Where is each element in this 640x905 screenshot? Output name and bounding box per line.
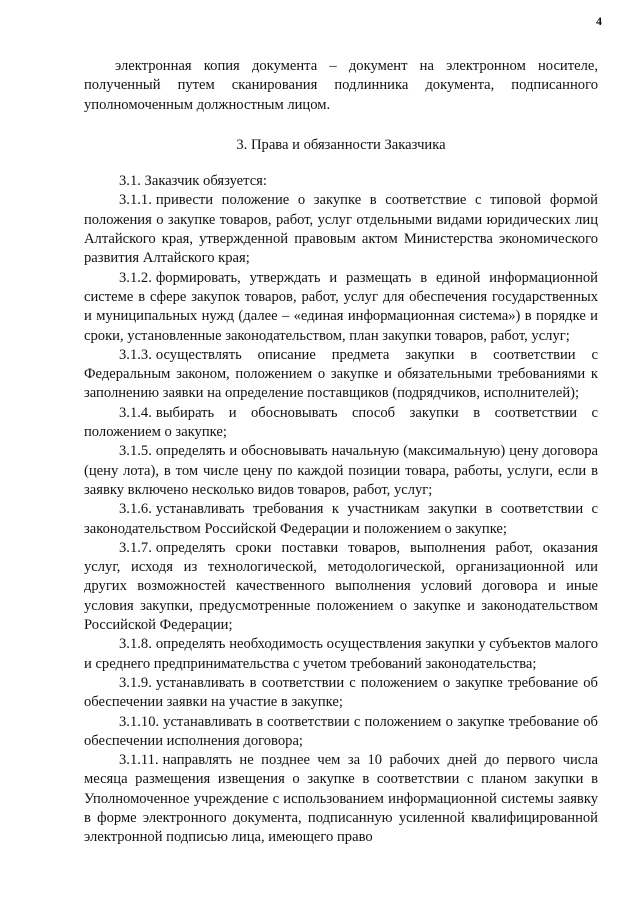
clause	[84, 500, 598, 539]
clause-number: 3.1.4.	[119, 404, 152, 421]
clause	[84, 404, 598, 443]
clause-text: устанавливать в соответствии с положением о закупке требование об обеспечении исполнения договора;	[84, 713, 598, 749]
clause	[84, 191, 598, 268]
clause-text: определять и обосновывать начальную (максимальную) цену договора (цену лота), в том числе цену по каждой позиции товара, работы, услуги, если в заявку включено несколько видов товаров, работ, услуг;	[84, 443, 598, 498]
section-title: 3. Права и обязанности Заказчика	[236, 136, 446, 153]
clause-text: осуществлять описание предмета закупки в соответствии с Федеральным законом, положением о закупке и обязательными требованиями к заполнению заявки на определение поставщиков (подрядчиков, исполнителей);	[84, 346, 598, 402]
clause-text: устанавливать требования к участникам закупки в соответствии с законодательством Российской Федерации и положением о закупке;	[84, 501, 598, 537]
clause-number: 3.1.7.	[119, 539, 152, 556]
intro-paragraph: электронная копия документа – документ на электронном носителе, полученный путем сканирования подлинника документа, подписанного уполномоченным должностным лицом.	[84, 58, 598, 113]
clause-number: 3.1.5.	[119, 443, 152, 460]
clause-number: 3.1.1.	[119, 192, 152, 209]
clause-text: привести положение о закупке в соответствие с типовой формой положения о закупке товаров, работ, услуг отдельными видами юридических лиц Алтайского края, утвержденной правовым актом Министерства экономического развития Алтайского края;	[84, 192, 598, 267]
clause	[84, 539, 598, 635]
clause-number: 3.1.6.	[119, 501, 152, 518]
clause-text: направлять не позднее чем за 10 рабочих дней до первого числа месяца размещения извещения о закупке в соответствии с планом закупки в Уполномоченное учреждение с использованием информационной системы заявку в форме электронного документа, подписанную усиленной квалифицированной электронной подписью лица, имеющего право	[84, 752, 598, 846]
clause	[84, 674, 598, 713]
clause-number: 3.1.10.	[119, 713, 160, 730]
clause-number: 3.1.3.	[119, 346, 152, 363]
clause-number: 3.1.8.	[119, 636, 152, 653]
clause	[84, 713, 598, 752]
clause-text: формировать, утверждать и размещать в единой информационной системе в сфере закупок товаров, работ, услуг для обеспечения государственных и муниципальных нужд (далее – «единая информационная система») в порядке и сроки, установленные законодательством, план закупки товаров, работ, услуг;	[84, 269, 598, 344]
clause-text: устанавливать в соответствии с положением о закупке требование об обеспечении заявки на участие в закупке;	[84, 674, 598, 711]
clause-number: 3.1.2.	[119, 269, 152, 286]
clause-list	[84, 191, 598, 847]
clause	[84, 751, 598, 847]
clause-text: выбирать и обосновывать способ закупки в соответствии с положением о закупке;	[84, 404, 598, 441]
lead-clause: 3.1. Заказчик обязуется:	[119, 173, 267, 190]
clause	[84, 635, 598, 674]
clause-number: 3.1.9.	[119, 674, 152, 691]
clause-number: 3.1.11.	[119, 752, 159, 769]
clause-text: определять сроки поставки товаров, выполнения работ, оказания услуг, исходя из технологической, методологической, организационной или других возможностей качественного выполнения условий договора и иные условия закупки, предусмотренные положением о закупке и законодательством Российской Федерации;	[84, 539, 598, 634]
clause-text: определять необходимость осуществления закупки у субъектов малого и среднего предпринимательства с учетом требований законодательства;	[84, 636, 598, 672]
page-number: 4	[596, 14, 602, 28]
clause	[84, 346, 598, 404]
clause	[84, 269, 598, 346]
clause	[84, 442, 598, 500]
document-body	[84, 57, 598, 848]
